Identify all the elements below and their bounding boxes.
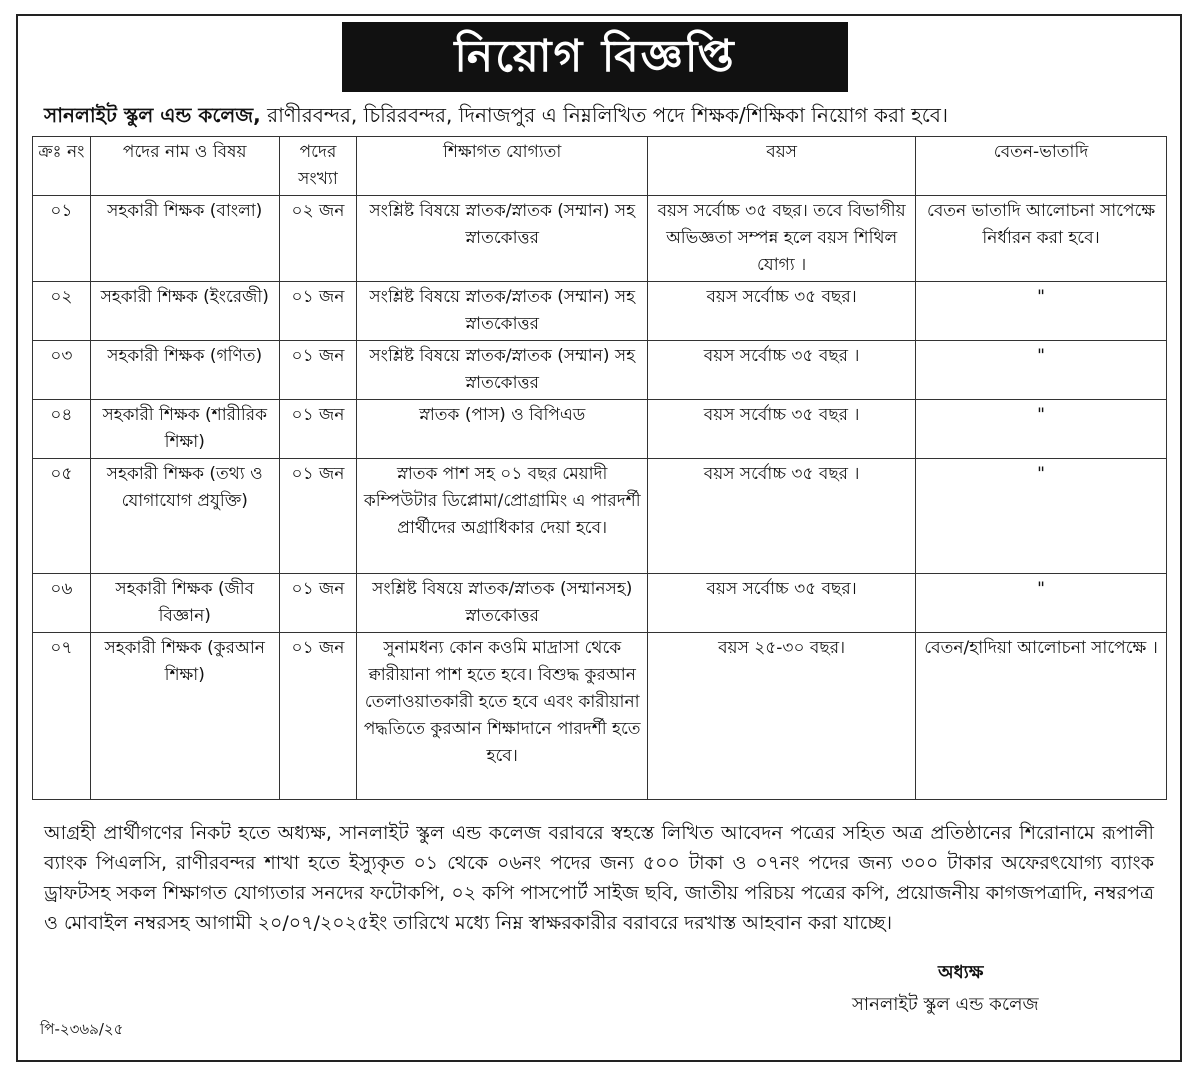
- cell-post-name: সহকারী শিক্ষক (ইংরেজী): [90, 282, 279, 341]
- cell-post-name: সহকারী শিক্ষক (কুরআন শিক্ষা): [90, 633, 279, 800]
- cell-serial: ০৪: [33, 400, 91, 459]
- header-age: বয়স: [648, 137, 916, 196]
- cell-post-name: সহকারী শিক্ষক (তথ্য ও যোগাযোগ প্রযুক্তি): [90, 459, 279, 574]
- table-row: [33, 196, 1167, 282]
- header-post-name: পদের নাম ও বিষয়: [90, 137, 279, 196]
- reference-number: পি-২৩৬৯/২৫: [40, 1020, 124, 1038]
- cell-serial: ০৭: [33, 633, 91, 800]
- vacancy-table: [32, 136, 1167, 800]
- cell-salary: ": [916, 341, 1167, 400]
- institution-name: সানলাইট স্কুল এন্ড কলেজ,: [44, 103, 261, 127]
- intro-text: রাণীরবন্দর, চিরিরবন্দর, দিনাজপুর এ নিম্নলিখিত পদে শিক্ষক/শিক্ষিকা নিয়োগ করা হবে।: [260, 103, 949, 127]
- cell-post-count: ০১ জন: [279, 341, 357, 400]
- cell-serial: ০১: [33, 196, 91, 282]
- notice-title: নিয়োগ বিজ্ঞপ্তি: [342, 22, 848, 92]
- cell-qualification: সংশ্লিষ্ট বিষয়ে স্নাতক/স্নাতক (সম্মানসহ) স্নাতকোত্তর: [357, 574, 648, 633]
- cell-post-count: ০১ জন: [279, 400, 357, 459]
- cell-salary: বেতন/হাদিয়া আলোচনা সাপেক্ষে ।: [916, 633, 1167, 800]
- table-header-row: [33, 137, 1167, 196]
- cell-age: বয়স সর্বোচ্চ ৩৫ বছর।: [648, 282, 916, 341]
- cell-post-count: ০২ জন: [279, 196, 357, 282]
- table-row: [33, 633, 1167, 800]
- header-salary: বেতন-ভাতাদি: [916, 137, 1167, 196]
- intro-line: [44, 100, 1154, 130]
- table-row: [33, 282, 1167, 341]
- cell-post-count: ০১ জন: [279, 459, 357, 574]
- cell-post-count: ০১ জন: [279, 574, 357, 633]
- table-row: [33, 459, 1167, 574]
- signature-institution: সানলাইট স্কুল এন্ড কলেজ: [852, 994, 1039, 1015]
- application-instructions: আগ্রহী প্রার্থীগণের নিকট হতে অধ্যক্ষ, সানলাইট স্কুল এন্ড কলেজ বরাবরে স্বহস্তে লিখিত আবেদন পত্রের সহিত অত্র প্রতিষ্ঠানের শিরোনামে রূপালী ব্যাংক পিএলসি, রাণীরবন্দর শাখা হতে ইস্যুকৃত ০১ থেকে ০৬নং পদের জন্য ৫০০ টাকা ও ০৭নং পদের জন্য ৩০০ টাকার অফেরৎযোগ্য ব্যাংক ড্রাফটসহ সকল শিক্ষাগত যোগ্যতার সনদের ফটোকপি, ০২ কপি পাসপোর্ট সাইজ ছবি, জাতীয় পরিচয় পত্রের কপি, প্রয়োজনীয় কাগজপত্রাদি, নম্বরপত্র ও মোবাইল নম্বরসহ আগামী ২০/০৭/২০২৫ইং তারিখে মধ্যে নিম্ন স্বাক্ষরকারীর বরাবরে দরখাস্ত আহবান করা যাচ্ছে।: [44, 822, 1154, 934]
- cell-post-name: সহকারী শিক্ষক (জীব বিজ্ঞান): [90, 574, 279, 633]
- cell-post-name: সহকারী শিক্ষক (গণিত): [90, 341, 279, 400]
- cell-post-count: ০১ জন: [279, 633, 357, 800]
- cell-qualification: স্নাতক (পাস) ও বিপিএড: [357, 400, 648, 459]
- cell-age: বয়স ২৫-৩০ বছর।: [648, 633, 916, 800]
- header-serial: ক্রঃ নং: [33, 137, 91, 196]
- cell-salary: ": [916, 282, 1167, 341]
- table-row: [33, 400, 1167, 459]
- cell-age: বয়স সর্বোচ্চ ৩৫ বছর ।: [648, 459, 916, 574]
- cell-post-name: সহকারী শিক্ষক (বাংলা): [90, 196, 279, 282]
- cell-qualification: সংশ্লিষ্ট বিষয়ে স্নাতক/স্নাতক (সম্মান) সহ স্নাতকোত্তর: [357, 341, 648, 400]
- cell-salary: ": [916, 574, 1167, 633]
- cell-age: বয়স সর্বোচ্চ ৩৫ বছর ।: [648, 400, 916, 459]
- cell-serial: ০৩: [33, 341, 91, 400]
- signature-title: অধ্যক্ষ: [938, 962, 984, 983]
- cell-qualification: স্নাতক পাশ সহ ০১ বছর মেয়াদী কম্পিউটার ডিপ্লোমা/প্রোগ্রামিং এ পারদর্শী প্রার্থীদের অগ্রাধিকার দেয়া হবে।: [357, 459, 648, 574]
- cell-post-count: ০১ জন: [279, 282, 357, 341]
- cell-qualification: সংশ্লিষ্ট বিষয়ে স্নাতক/স্নাতক (সম্মান) সহ স্নাতকোত্তর: [357, 196, 648, 282]
- cell-qualification: সুনামধন্য কোন কওমি মাদ্রাসা থেকে ক্বারীয়ানা পাশ হতে হবে। বিশুদ্ধ কুরআন তেলাওয়াতকারী হতে হবে এবং কারীয়ানা পদ্ধতিতে কুরআন শিক্ষাদানে পারদর্শী হতে হবে।: [357, 633, 648, 800]
- cell-age: বয়স সর্বোচ্চ ৩৫ বছর। তবে বিভাগীয় অভিজ্ঞতা সম্পন্ন হলে বয়স শিথিল যোগ্য ।: [648, 196, 916, 282]
- cell-serial: ০২: [33, 282, 91, 341]
- cell-age: বয়স সর্বোচ্চ ৩৫ বছর।: [648, 574, 916, 633]
- cell-salary: বেতন ভাতাদি আলোচনা সাপেক্ষে নির্ধারন করা হবে।: [916, 196, 1167, 282]
- cell-serial: ০৫: [33, 459, 91, 574]
- header-post-count: পদের সংখ্যা: [279, 137, 357, 196]
- cell-post-name: সহকারী শিক্ষক (শারীরিক শিক্ষা): [90, 400, 279, 459]
- cell-age: বয়স সর্বোচ্চ ৩৫ বছর ।: [648, 341, 916, 400]
- cell-serial: ০৬: [33, 574, 91, 633]
- cell-qualification: সংশ্লিষ্ট বিষয়ে স্নাতক/স্নাতক (সম্মান) সহ স্নাতকোত্তর: [357, 282, 648, 341]
- header-qualification: শিক্ষাগত যোগ্যতা: [357, 137, 648, 196]
- cell-salary: ": [916, 459, 1167, 574]
- table-row: [33, 341, 1167, 400]
- cell-salary: ": [916, 400, 1167, 459]
- table-row: [33, 574, 1167, 633]
